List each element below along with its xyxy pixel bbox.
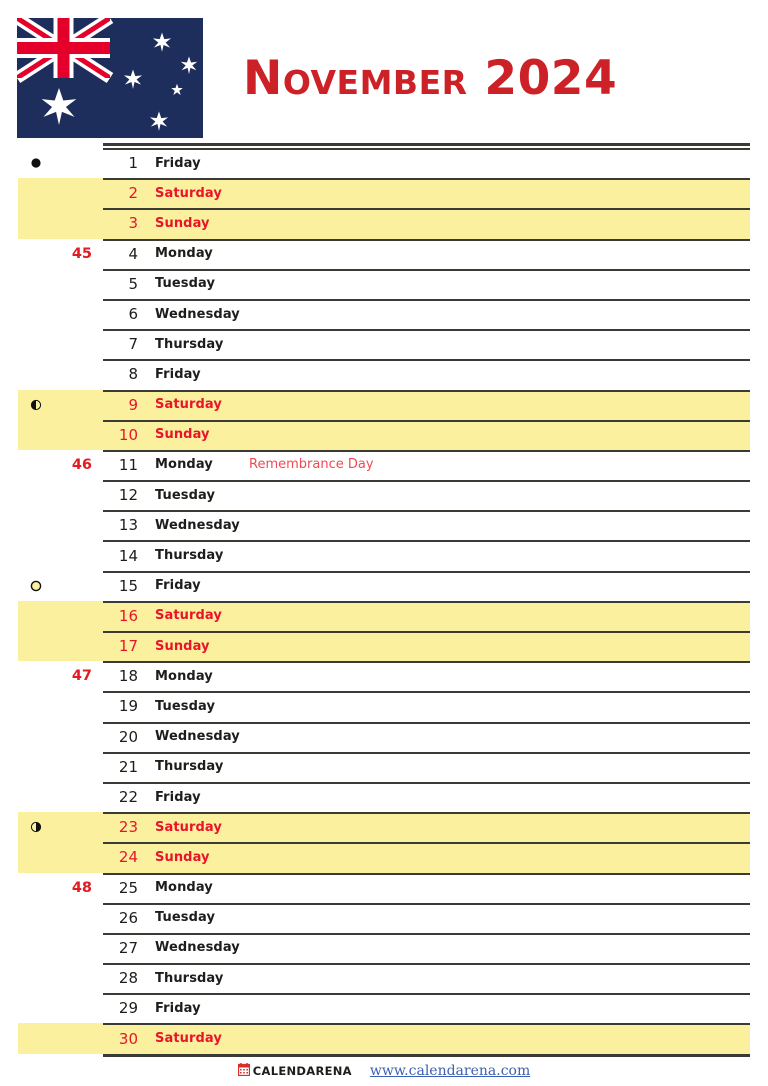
moon-phase-slot — [18, 329, 54, 359]
day-name: Friday — [155, 1000, 201, 1016]
day-name: Tuesday — [155, 698, 216, 714]
day-number: 22 — [118, 788, 138, 807]
brand-name: CALENDARENA — [252, 1063, 352, 1078]
day-name: Saturday — [155, 819, 222, 835]
week-number — [54, 329, 92, 359]
day-name: Thursday — [155, 336, 224, 352]
moon-phase-slot — [18, 933, 54, 963]
day-number: 9 — [128, 395, 138, 414]
day-name: Saturday — [155, 1031, 222, 1047]
day-name: Saturday — [155, 397, 222, 413]
week-number: 46 — [71, 456, 92, 473]
week-number — [54, 933, 92, 963]
week-number — [54, 420, 92, 450]
day-name: Saturday — [155, 185, 222, 201]
week-number — [54, 571, 92, 601]
day-number: 28 — [118, 969, 138, 988]
moon-phase-slot — [18, 752, 54, 782]
moon-phase-slot — [18, 691, 54, 721]
day-name: Sunday — [155, 638, 210, 654]
week-number — [54, 390, 92, 420]
calendar-day-row[interactable] — [0, 178, 768, 208]
day-name: Sunday — [155, 215, 210, 231]
day-number: 10 — [118, 425, 138, 444]
day-number: 20 — [118, 727, 138, 746]
calendar-day-row[interactable] — [0, 510, 768, 540]
day-number: 12 — [118, 486, 138, 505]
moon-phase-slot — [18, 299, 54, 329]
moon-phase-slot — [18, 359, 54, 389]
moon-phase-slot — [18, 480, 54, 510]
day-name: Friday — [155, 578, 201, 594]
moon-phase-slot — [18, 631, 54, 661]
day-number: 15 — [118, 576, 138, 595]
day-name: Thursday — [155, 970, 224, 986]
day-name: Sunday — [155, 849, 210, 865]
new-moon-icon — [18, 148, 54, 178]
day-number: 17 — [118, 637, 138, 656]
day-name: Tuesday — [155, 487, 216, 503]
day-name: Wednesday — [155, 729, 240, 745]
week-number — [54, 993, 92, 1023]
week-number — [54, 631, 92, 661]
week-number — [54, 299, 92, 329]
day-name: Friday — [155, 789, 201, 805]
page-title: November 2024 — [243, 51, 618, 106]
week-number — [54, 842, 92, 872]
calendar-day-row[interactable] — [0, 812, 768, 842]
moon-phase-slot — [18, 269, 54, 299]
day-number: 14 — [118, 546, 138, 565]
calendar-header — [0, 0, 768, 140]
week-number — [54, 178, 92, 208]
calendar-day-row[interactable] — [0, 963, 768, 993]
day-number: 25 — [118, 878, 138, 897]
week-number — [54, 540, 92, 570]
week-number — [54, 812, 92, 842]
day-name: Tuesday — [155, 910, 216, 926]
week-number — [54, 963, 92, 993]
moon-phase-slot — [18, 873, 54, 903]
calendar-day-row[interactable] — [0, 540, 768, 570]
calendar-day-row[interactable] — [0, 782, 768, 812]
day-number: 21 — [118, 757, 138, 776]
calendar-day-row[interactable] — [0, 601, 768, 631]
day-number: 30 — [118, 1029, 138, 1048]
calendar-day-row[interactable] — [0, 691, 768, 721]
day-name: Tuesday — [155, 276, 216, 292]
week-number — [54, 1023, 92, 1053]
full-moon-icon — [18, 571, 54, 601]
calendar-day-row[interactable] — [0, 239, 768, 269]
day-number: 16 — [118, 606, 138, 625]
calendar-day-row[interactable] — [0, 299, 768, 329]
calendar-day-row[interactable] — [0, 722, 768, 752]
day-number: 1 — [128, 154, 138, 173]
moon-phase-slot — [18, 903, 54, 933]
moon-phase-slot — [18, 842, 54, 872]
day-name: Wednesday — [155, 517, 240, 533]
calendar-day-row[interactable] — [0, 903, 768, 933]
calendar-icon — [238, 1061, 250, 1080]
last-quarter-moon-icon — [18, 812, 54, 842]
brand — [238, 1061, 352, 1080]
week-number — [54, 208, 92, 238]
day-number: 18 — [118, 667, 138, 686]
website-link[interactable]: www.calendarena.com — [369, 1062, 531, 1079]
week-number — [54, 359, 92, 389]
moon-phase-slot — [18, 993, 54, 1023]
week-number: 47 — [71, 668, 92, 685]
day-number: 26 — [118, 908, 138, 927]
day-number: 19 — [118, 697, 138, 716]
moon-phase-slot — [18, 782, 54, 812]
day-number: 23 — [118, 818, 138, 837]
moon-phase-slot — [18, 420, 54, 450]
page-footer — [0, 1055, 768, 1086]
day-number: 3 — [128, 214, 138, 233]
calendar-day-row[interactable] — [0, 661, 768, 691]
calendar-day-row[interactable] — [0, 420, 768, 450]
calendar-day-row[interactable] — [0, 933, 768, 963]
calendar-day-row[interactable] — [0, 480, 768, 510]
day-number: 27 — [118, 938, 138, 957]
day-number: 29 — [118, 999, 138, 1018]
moon-phase-slot — [18, 540, 54, 570]
day-name: Thursday — [155, 548, 224, 564]
calendar-day-row[interactable] — [0, 993, 768, 1023]
day-name: Monday — [155, 880, 213, 896]
moon-phase-slot — [18, 722, 54, 752]
calendar-day-row[interactable] — [0, 148, 768, 178]
week-number — [54, 601, 92, 631]
week-number: 45 — [71, 245, 92, 262]
week-number — [54, 510, 92, 540]
week-number — [54, 148, 92, 178]
week-number — [54, 752, 92, 782]
moon-phase-slot — [18, 963, 54, 993]
moon-phase-slot — [18, 1023, 54, 1053]
calendar-day-row[interactable] — [0, 269, 768, 299]
calendar-day-row[interactable] — [0, 873, 768, 903]
moon-phase-slot — [18, 661, 54, 691]
day-name: Wednesday — [155, 940, 240, 956]
day-number: 11 — [118, 455, 138, 474]
day-name: Wednesday — [155, 306, 240, 322]
australia-flag-icon — [17, 18, 203, 138]
week-number — [54, 691, 92, 721]
calendar-day-row[interactable] — [0, 631, 768, 661]
calendar-day-row[interactable] — [0, 1023, 768, 1053]
calendar-day-row[interactable] — [0, 842, 768, 872]
day-name: Friday — [155, 155, 201, 171]
week-number — [54, 269, 92, 299]
week-number — [54, 903, 92, 933]
day-number: 24 — [118, 848, 138, 867]
moon-phase-slot — [18, 178, 54, 208]
header-divider — [103, 143, 750, 146]
day-number: 5 — [128, 274, 138, 293]
day-number: 4 — [128, 244, 138, 263]
moon-phase-slot — [18, 601, 54, 631]
moon-phase-slot — [18, 208, 54, 238]
calendar-day-row[interactable] — [0, 208, 768, 238]
calendar-day-row[interactable] — [0, 752, 768, 782]
day-number: 7 — [128, 335, 138, 354]
day-number: 13 — [118, 516, 138, 535]
week-number — [54, 722, 92, 752]
day-number: 6 — [128, 305, 138, 324]
day-name: Monday — [155, 457, 213, 473]
day-name: Sunday — [155, 427, 210, 443]
first-quarter-moon-icon — [18, 390, 54, 420]
week-number — [54, 782, 92, 812]
day-name: Thursday — [155, 759, 224, 775]
calendar-day-row[interactable] — [0, 359, 768, 389]
day-name: Monday — [155, 246, 213, 262]
calendar-day-row[interactable] — [0, 329, 768, 359]
day-name: Friday — [155, 366, 201, 382]
moon-phase-slot — [18, 450, 54, 480]
week-number — [54, 480, 92, 510]
day-number: 2 — [128, 184, 138, 203]
calendar-day-list — [0, 148, 768, 1054]
day-name: Monday — [155, 668, 213, 684]
calendar-day-row[interactable] — [0, 450, 768, 480]
calendar-day-row[interactable] — [0, 571, 768, 601]
calendar-day-row[interactable] — [0, 390, 768, 420]
holiday-label: Remembrance Day — [249, 457, 374, 473]
moon-phase-slot — [18, 510, 54, 540]
day-number: 8 — [128, 365, 138, 384]
moon-phase-slot — [18, 239, 54, 269]
day-name: Saturday — [155, 608, 222, 624]
week-number: 48 — [71, 879, 92, 896]
